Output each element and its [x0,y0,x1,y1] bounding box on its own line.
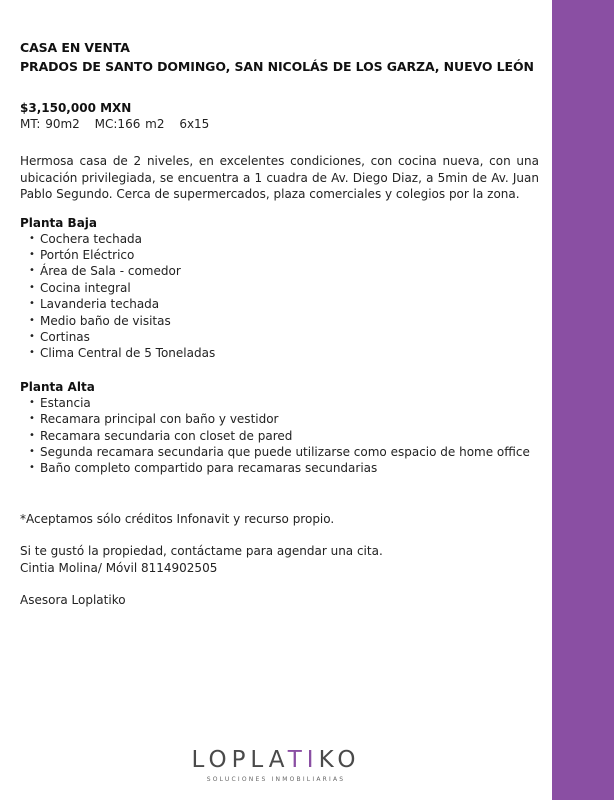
listing-price: $3,150,000 MXN [20,101,132,115]
bullet-icon: • [29,330,35,342]
bullet-icon: • [29,445,35,457]
bullet-icon: • [29,429,35,441]
notes-block [20,511,539,609]
list-item: • Clima Central de 5 Toneladas [29,346,216,361]
bullet-icon: • [29,314,35,326]
listing-title: CASA EN VENTA [20,40,130,55]
listing-location: PRADOS DE SANTO DOMINGO, SAN NICOLÁS DE LOS GARZA, NUEVO LEÓN [20,59,534,74]
list-item: • Baño completo compartido para recamaras secundarias [29,461,378,476]
list-item: • Cortinas [29,329,90,344]
list-item: • Portón Eléctrico [29,247,135,262]
listing-content [20,38,539,609]
list-item: • Recamara secundaria con closet de pared [29,428,293,443]
logo-tagline: SOLUCIONES INMOBILIARIAS [206,776,346,783]
feature-list-planta-baja [20,231,539,362]
list-item: • Cocina integral [29,280,131,295]
list-item: • Cochera techada [29,231,143,246]
list-item: • Lavanderia techada [29,297,160,312]
bullet-icon: • [29,265,35,277]
bullet-icon: • [29,298,35,310]
credit-note: *Aceptamos sólo créditos Infonavit y recurso propio. [20,511,335,526]
bullet-icon: • [29,462,35,474]
section-title-planta-alta: Planta Alta [20,379,95,394]
bullet-icon: • [29,281,35,293]
section-title-planta-baja: Planta Baja [20,215,98,230]
bullet-icon: • [29,248,35,260]
list-item: • Estancia [29,395,91,410]
built-area: MC:166 m2 [94,117,165,131]
logo-accent-door-icon: TI [287,747,319,773]
lot-area: MT: 90m2 [20,117,80,131]
list-item: • Segunda recamara secundaria que puede utilizarse como espacio de home office [29,444,530,459]
list-item: • Medio baño de visitas [29,313,171,328]
list-item: • Recamara principal con baño y vestidor [29,412,279,427]
bullet-icon: • [29,396,35,408]
listing-measures [20,116,539,132]
bullet-icon: • [29,232,35,244]
contact-line: Si te gustó la propiedad, contáctame para agendar una cita. [20,544,383,559]
logo-wordmark: LOPLATIKO [191,747,361,773]
bullet-icon: • [29,413,35,425]
list-item: • Área de Sala - comedor [29,264,181,279]
agent-contact: Cintia Molina/ Móvil 8114902505 [20,560,218,575]
lot-dimensions: 6x15 [179,117,210,131]
feature-list-planta-alta [20,395,539,477]
company-logo [0,747,552,783]
agent-signature: Asesora Loplatiko [20,593,126,608]
bullet-icon: • [29,347,35,359]
listing-description: Hermosa casa de 2 niveles, en excelentes condiciones, con cocina nueva, con una ubicación privilegiada, se encuentra a 1 cuadra de Av. Diego Diaz, a 5min de Av. Juan Pablo Segundo. Cerca de supermercados, plaza comerciales y colegios por la zona. [20,154,539,201]
purple-sidebar [552,0,614,800]
